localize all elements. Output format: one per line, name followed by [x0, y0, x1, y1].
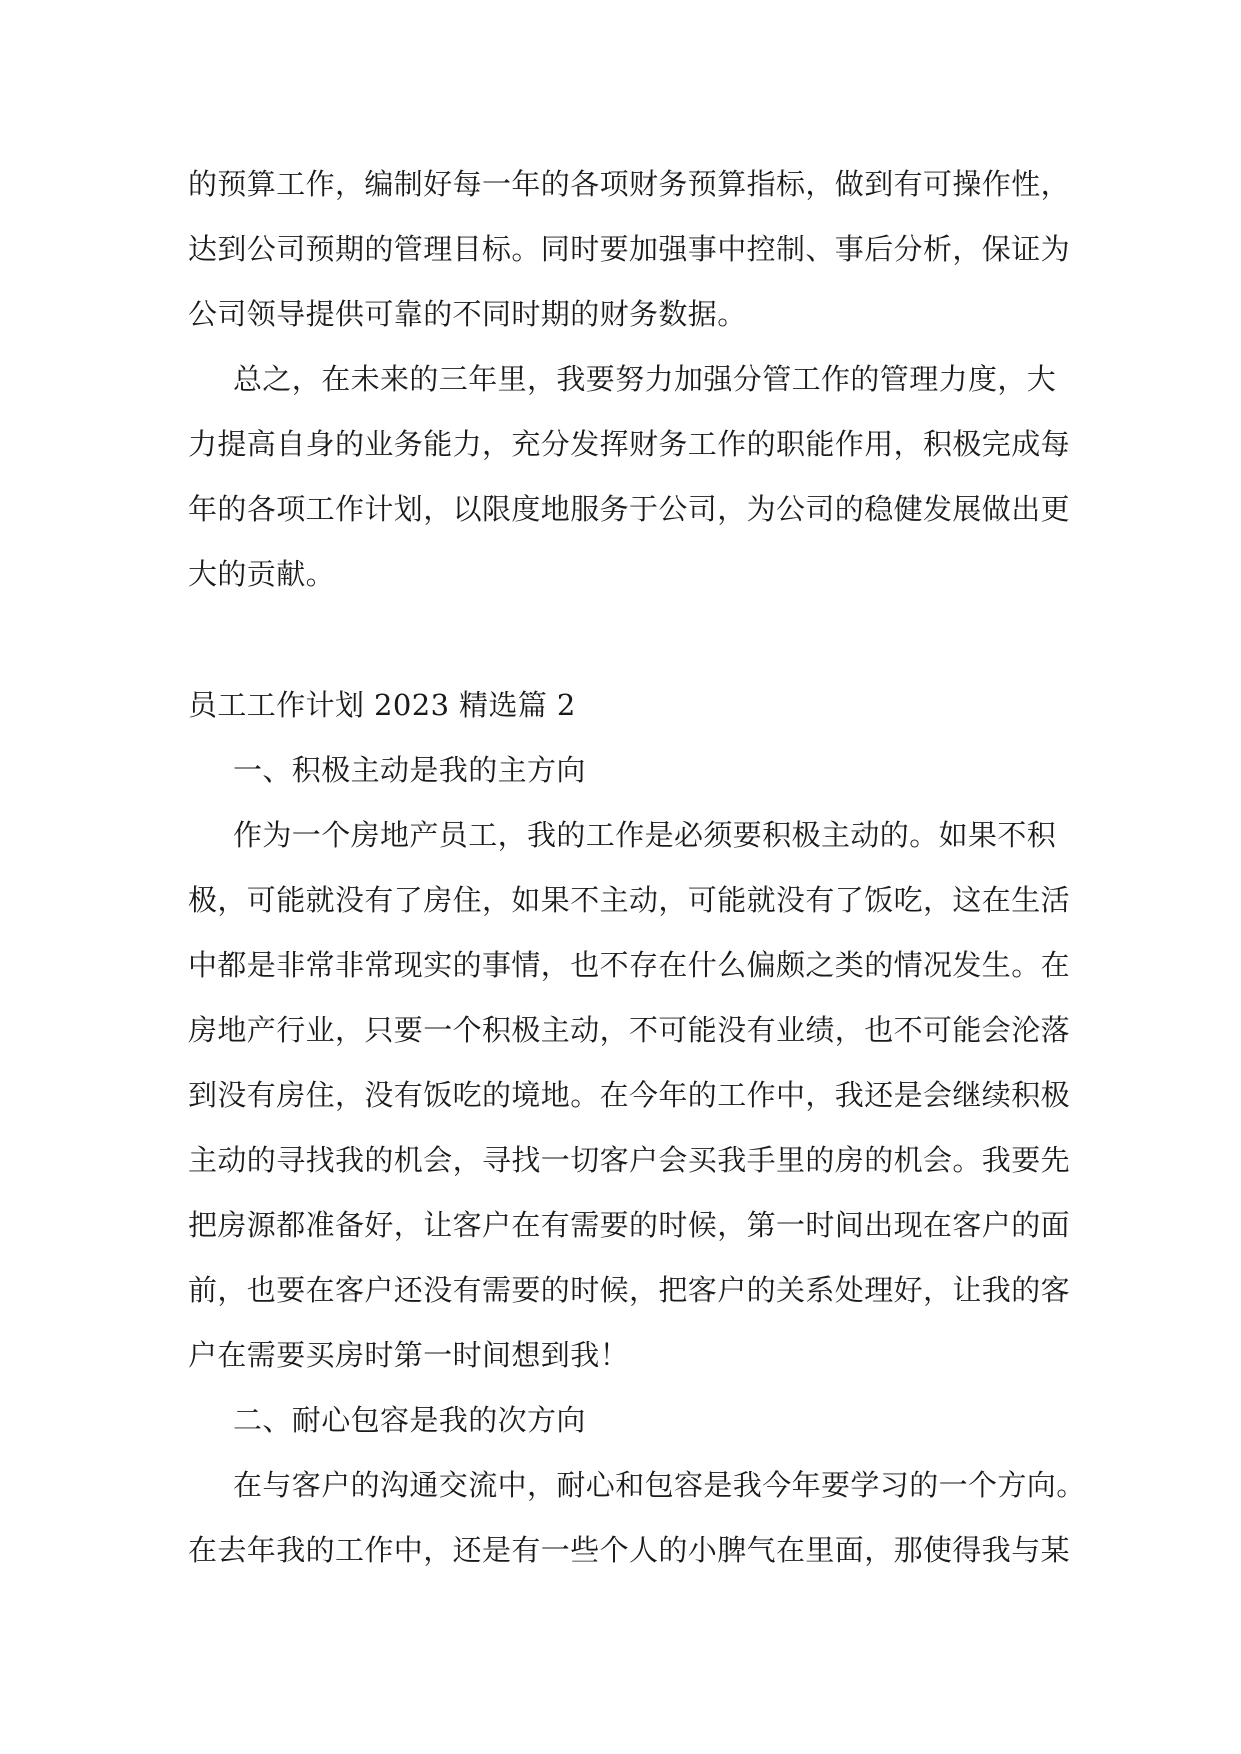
text-line: 作为一个房地产员工，我的工作是必须要积极主动的。如果不积	[233, 818, 1057, 852]
text-line: 在与客户的沟通交流中，耐心和包容是我今年要学习的一个方向。	[233, 1468, 1086, 1502]
text-line: 总之，在未来的三年里，我要努力加强分管工作的管理力度，大	[233, 362, 1057, 396]
text-line: 前，也要在客户还没有需要的时候，把客户的关系处理好，让我的客	[188, 1273, 1071, 1307]
text-line: 到没有房住，没有饭吃的境地。在今年的工作中，我还是会继续积极	[188, 1078, 1071, 1112]
text-line: 年的各项工作计划，以限度地服务于公司，为公司的稳健发展做出更	[188, 492, 1071, 526]
text-line: 的预算工作，编制好每一年的各项财务预算指标，做到有可操作性，	[188, 167, 1071, 201]
text-line: 极，可能就没有了房住，如果不主动，可能就没有了饭吃，这在生活	[188, 883, 1071, 917]
text-line: 中都是非常非常现实的事情，也不存在什么偏颇之类的情况发生。在	[188, 948, 1071, 982]
text-line: 把房源都准备好，让客户在有需要的时候，第一时间出现在客户的面	[188, 1208, 1071, 1242]
text-line: 在去年我的工作中，还是有一些个人的小脾气在里面，那使得我与某	[188, 1533, 1071, 1567]
text-line: 户在需要买房时第一时间想到我！	[188, 1338, 630, 1372]
section-heading: 员工工作计划 2023 精选篇 2	[188, 688, 576, 722]
text-line: 房地产行业，只要一个积极主动，不可能没有业绩，也不可能会沦落	[188, 1013, 1071, 1047]
text-line: 大的贡献。	[188, 557, 336, 591]
text-line: 达到公司预期的管理目标。同时要加强事中控制、事后分析，保证为	[188, 232, 1071, 266]
subheading: 一、积极主动是我的主方向	[233, 753, 586, 787]
text-line: 主动的寻找我的机会，寻找一切客户会买我手里的房的机会。我要先	[188, 1143, 1071, 1177]
text-line: 公司领导提供可靠的不同时期的财务数据。	[188, 297, 747, 331]
subheading: 二、耐心包容是我的次方向	[233, 1403, 586, 1437]
text-line: 力提高自身的业务能力，充分发挥财务工作的职能作用，积极完成每	[188, 427, 1071, 461]
